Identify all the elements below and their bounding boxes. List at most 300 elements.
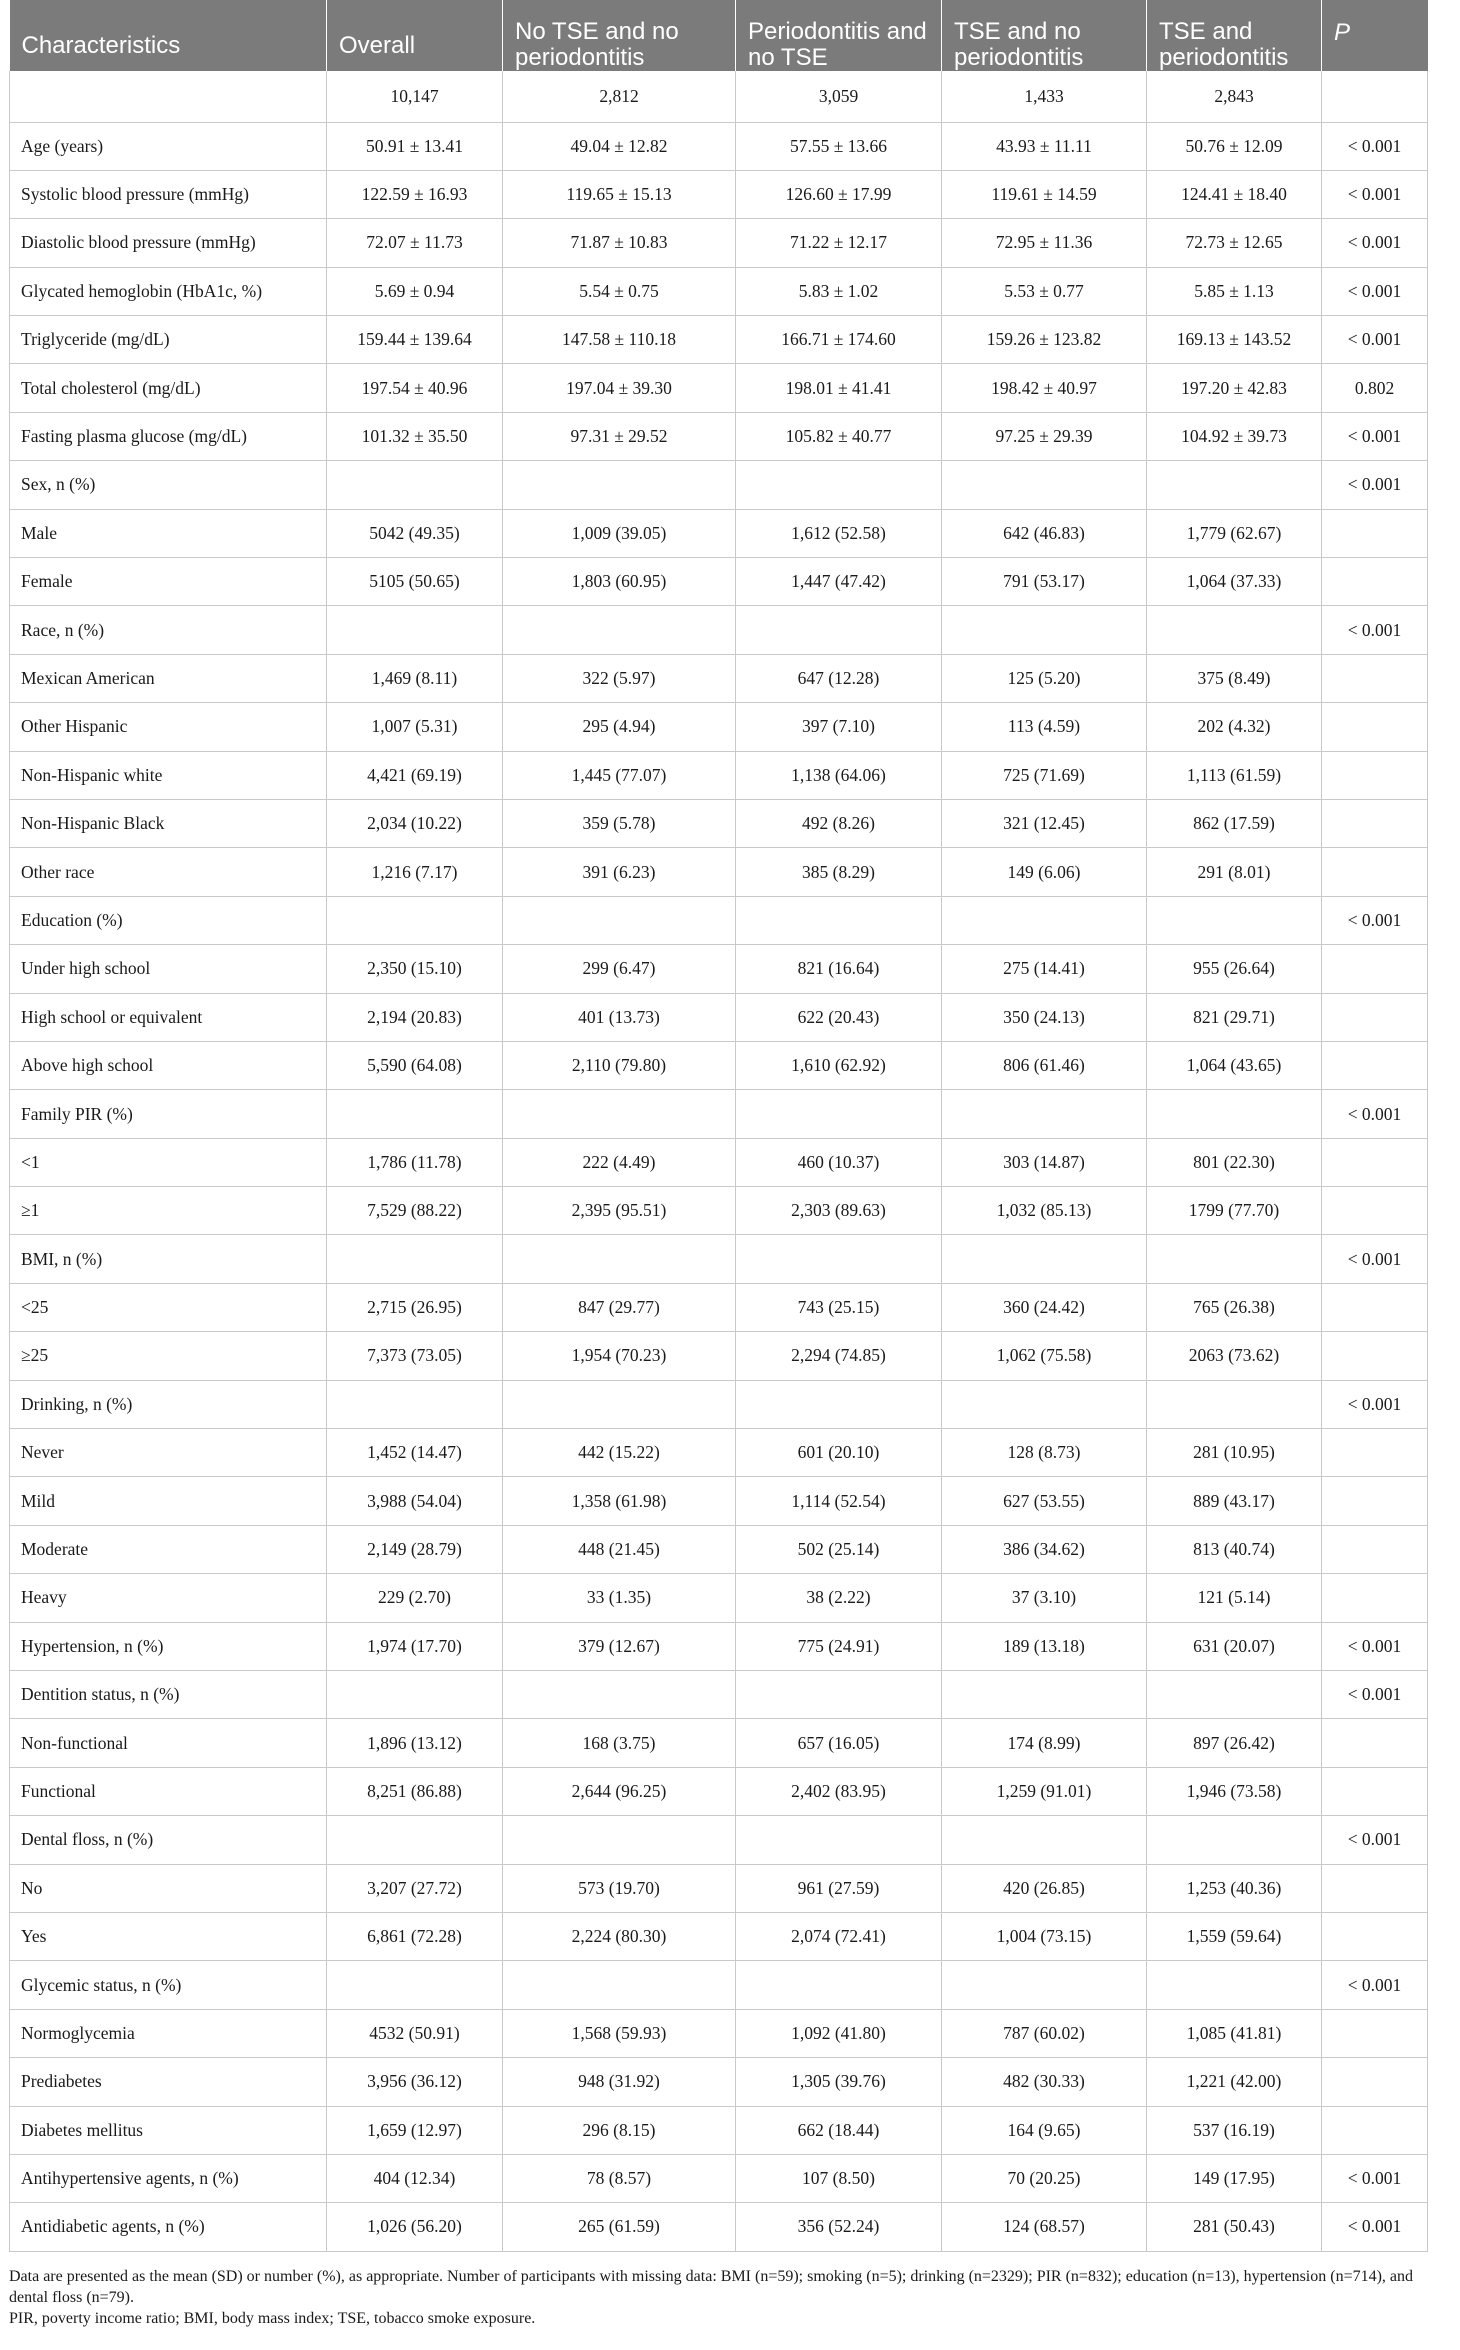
cell-tse-no-periodontitis: 125 (5.20) — [942, 654, 1147, 702]
cell-p-value: < 0.001 — [1322, 1380, 1428, 1428]
cell-overall — [327, 1090, 503, 1138]
cell-overall: 7,373 (73.05) — [327, 1332, 503, 1380]
cell-characteristic: Other race — [10, 848, 327, 896]
cell-no-tse-no-periodontitis: 222 (4.49) — [503, 1138, 736, 1186]
cell-p-value — [1322, 848, 1428, 896]
table-row — [10, 1138, 1428, 1186]
table-row — [10, 509, 1428, 557]
cell-no-tse-no-periodontitis: 2,395 (95.51) — [503, 1187, 736, 1235]
cell-no-tse-no-periodontitis: 265 (61.59) — [503, 2203, 736, 2251]
cell-periodontitis-no-tse: 3,059 — [736, 71, 942, 122]
cell-periodontitis-no-tse: 743 (25.15) — [736, 1283, 942, 1331]
cell-overall: 404 (12.34) — [327, 2154, 503, 2202]
cell-tse-no-periodontitis: 1,032 (85.13) — [942, 1187, 1147, 1235]
cell-tse-and-periodontitis — [1147, 1235, 1322, 1283]
cell-periodontitis-no-tse: 647 (12.28) — [736, 654, 942, 702]
cell-characteristic: Family PIR (%) — [10, 1090, 327, 1138]
cell-characteristic: <25 — [10, 1283, 327, 1331]
cell-no-tse-no-periodontitis: 168 (3.75) — [503, 1719, 736, 1767]
cell-overall: 101.32 ± 35.50 — [327, 412, 503, 460]
cell-characteristic: Glycated hemoglobin (HbA1c, %) — [10, 267, 327, 315]
table-row — [10, 170, 1428, 218]
cell-characteristic: Above high school — [10, 1041, 327, 1089]
cell-characteristic: Prediabetes — [10, 2058, 327, 2106]
cell-p-value: 0.802 — [1322, 364, 1428, 412]
cell-p-value — [1322, 654, 1428, 702]
cell-periodontitis-no-tse: 5.83 ± 1.02 — [736, 267, 942, 315]
cell-tse-and-periodontitis: 281 (50.43) — [1147, 2203, 1322, 2251]
cell-overall — [327, 1961, 503, 2009]
table-body — [10, 71, 1428, 2251]
cell-p-value: < 0.001 — [1322, 316, 1428, 364]
cell-no-tse-no-periodontitis: 71.87 ± 10.83 — [503, 219, 736, 267]
cell-overall: 4,421 (69.19) — [327, 751, 503, 799]
cell-no-tse-no-periodontitis: 379 (12.67) — [503, 1622, 736, 1670]
cell-p-value — [1322, 2058, 1428, 2106]
cell-p-value — [1322, 1912, 1428, 1960]
table-row — [10, 654, 1428, 702]
cell-p-value — [1322, 1332, 1428, 1380]
cell-characteristic: Mild — [10, 1477, 327, 1525]
table-footnote — [9, 2266, 1427, 2329]
cell-no-tse-no-periodontitis: 5.54 ± 0.75 — [503, 267, 736, 315]
cell-overall: 6,861 (72.28) — [327, 1912, 503, 1960]
cell-overall: 1,659 (12.97) — [327, 2106, 503, 2154]
cell-no-tse-no-periodontitis: 847 (29.77) — [503, 1283, 736, 1331]
table-row — [10, 1090, 1428, 1138]
header-tse-no-periodontitis: TSE and no periodontitis — [942, 0, 1147, 71]
cell-periodontitis-no-tse: 107 (8.50) — [736, 2154, 942, 2202]
footnote-missing-data: Data are presented as the mean (SD) or number (%), as appropriate. Number of participants with missing data: BMI (n=59); smoking (n=5); drinking (n=2329); PIR (n=832); education (n=13), hypertension (n=714), and dental floss (n=79). — [9, 2267, 1414, 2306]
table-row — [10, 993, 1428, 1041]
table-container — [9, 0, 1427, 2329]
cell-p-value: < 0.001 — [1322, 1235, 1428, 1283]
cell-tse-no-periodontitis: 303 (14.87) — [942, 1138, 1147, 1186]
cell-characteristic: Race, n (%) — [10, 606, 327, 654]
cell-tse-and-periodontitis: 2063 (73.62) — [1147, 1332, 1322, 1380]
cell-no-tse-no-periodontitis: 1,445 (77.07) — [503, 751, 736, 799]
table-row — [10, 1767, 1428, 1815]
cell-p-value — [1322, 558, 1428, 606]
cell-no-tse-no-periodontitis: 33 (1.35) — [503, 1574, 736, 1622]
cell-periodontitis-no-tse: 2,074 (72.41) — [736, 1912, 942, 1960]
cell-no-tse-no-periodontitis: 1,954 (70.23) — [503, 1332, 736, 1380]
cell-tse-no-periodontitis: 806 (61.46) — [942, 1041, 1147, 1089]
cell-periodontitis-no-tse: 2,294 (74.85) — [736, 1332, 942, 1380]
cell-periodontitis-no-tse: 1,114 (52.54) — [736, 1477, 942, 1525]
cell-no-tse-no-periodontitis: 299 (6.47) — [503, 945, 736, 993]
cell-p-value — [1322, 71, 1428, 122]
cell-p-value — [1322, 703, 1428, 751]
footnote-abbreviations: PIR, poverty income ratio; BMI, body mass index; TSE, tobacco smoke exposure. — [9, 2309, 536, 2327]
cell-no-tse-no-periodontitis — [503, 461, 736, 509]
cell-overall: 5.69 ± 0.94 — [327, 267, 503, 315]
cell-overall — [327, 461, 503, 509]
cell-no-tse-no-periodontitis — [503, 1961, 736, 2009]
cell-overall: 1,007 (5.31) — [327, 703, 503, 751]
cell-tse-no-periodontitis: 43.93 ± 11.11 — [942, 122, 1147, 170]
cell-p-value: < 0.001 — [1322, 606, 1428, 654]
cell-overall: 10,147 — [327, 71, 503, 122]
cell-characteristic: Diabetes mellitus — [10, 2106, 327, 2154]
cell-tse-no-periodontitis — [942, 606, 1147, 654]
cell-overall: 1,026 (56.20) — [327, 2203, 503, 2251]
cell-characteristic: ≥1 — [10, 1187, 327, 1235]
cell-tse-no-periodontitis: 642 (46.83) — [942, 509, 1147, 557]
cell-periodontitis-no-tse — [736, 1671, 942, 1719]
cell-p-value: < 0.001 — [1322, 1816, 1428, 1864]
cell-no-tse-no-periodontitis: 448 (21.45) — [503, 1525, 736, 1573]
cell-tse-and-periodontitis — [1147, 1380, 1322, 1428]
cell-periodontitis-no-tse: 385 (8.29) — [736, 848, 942, 896]
table-row — [10, 1041, 1428, 1089]
cell-no-tse-no-periodontitis: 147.58 ± 110.18 — [503, 316, 736, 364]
cell-characteristic: Total cholesterol (mg/dL) — [10, 364, 327, 412]
cell-overall: 1,974 (17.70) — [327, 1622, 503, 1670]
cell-periodontitis-no-tse: 492 (8.26) — [736, 799, 942, 847]
cell-tse-and-periodontitis: 813 (40.74) — [1147, 1525, 1322, 1573]
cell-p-value: < 0.001 — [1322, 896, 1428, 944]
cell-no-tse-no-periodontitis: 1,358 (61.98) — [503, 1477, 736, 1525]
cell-characteristic: Sex, n (%) — [10, 461, 327, 509]
cell-tse-and-periodontitis: 2,843 — [1147, 71, 1322, 122]
header-tse-and-periodontitis: TSE and periodontitis — [1147, 0, 1322, 71]
cell-tse-and-periodontitis: 124.41 ± 18.40 — [1147, 170, 1322, 218]
cell-tse-and-periodontitis: 1,085 (41.81) — [1147, 2009, 1322, 2057]
cell-p-value — [1322, 1041, 1428, 1089]
cell-p-value: < 0.001 — [1322, 219, 1428, 267]
characteristics-table — [9, 0, 1428, 2252]
cell-no-tse-no-periodontitis: 322 (5.97) — [503, 654, 736, 702]
cell-tse-and-periodontitis: 72.73 ± 12.65 — [1147, 219, 1322, 267]
cell-tse-no-periodontitis: 37 (3.10) — [942, 1574, 1147, 1622]
cell-no-tse-no-periodontitis: 1,803 (60.95) — [503, 558, 736, 606]
cell-tse-and-periodontitis: 765 (26.38) — [1147, 1283, 1322, 1331]
cell-characteristic: Moderate — [10, 1525, 327, 1573]
cell-overall: 2,715 (26.95) — [327, 1283, 503, 1331]
cell-characteristic: Dentition status, n (%) — [10, 1671, 327, 1719]
cell-periodontitis-no-tse: 57.55 ± 13.66 — [736, 122, 942, 170]
cell-tse-and-periodontitis: 375 (8.49) — [1147, 654, 1322, 702]
cell-overall: 3,956 (36.12) — [327, 2058, 503, 2106]
cell-tse-and-periodontitis: 1,064 (37.33) — [1147, 558, 1322, 606]
table-row — [10, 1671, 1428, 1719]
cell-tse-no-periodontitis: 128 (8.73) — [942, 1429, 1147, 1477]
cell-periodontitis-no-tse — [736, 461, 942, 509]
table-row — [10, 122, 1428, 170]
cell-characteristic: No — [10, 1864, 327, 1912]
cell-periodontitis-no-tse: 38 (2.22) — [736, 1574, 942, 1622]
cell-characteristic: Glycemic status, n (%) — [10, 1961, 327, 2009]
cell-overall — [327, 1816, 503, 1864]
cell-no-tse-no-periodontitis: 119.65 ± 15.13 — [503, 170, 736, 218]
cell-p-value — [1322, 1864, 1428, 1912]
cell-p-value — [1322, 945, 1428, 993]
cell-periodontitis-no-tse — [736, 1961, 942, 2009]
cell-tse-no-periodontitis: 159.26 ± 123.82 — [942, 316, 1147, 364]
cell-tse-no-periodontitis — [942, 1090, 1147, 1138]
cell-p-value — [1322, 2106, 1428, 2154]
cell-p-value — [1322, 1283, 1428, 1331]
cell-periodontitis-no-tse: 961 (27.59) — [736, 1864, 942, 1912]
header-p-value: P — [1322, 0, 1428, 71]
cell-characteristic: High school or equivalent — [10, 993, 327, 1041]
cell-characteristic: BMI, n (%) — [10, 1235, 327, 1283]
cell-p-value — [1322, 1767, 1428, 1815]
cell-p-value — [1322, 993, 1428, 1041]
table-row — [10, 558, 1428, 606]
cell-tse-and-periodontitis: 862 (17.59) — [1147, 799, 1322, 847]
cell-tse-no-periodontitis: 198.42 ± 40.97 — [942, 364, 1147, 412]
cell-periodontitis-no-tse: 1,092 (41.80) — [736, 2009, 942, 2057]
cell-no-tse-no-periodontitis: 197.04 ± 39.30 — [503, 364, 736, 412]
cell-periodontitis-no-tse: 166.71 ± 174.60 — [736, 316, 942, 364]
cell-tse-no-periodontitis: 189 (13.18) — [942, 1622, 1147, 1670]
cell-p-value — [1322, 509, 1428, 557]
cell-tse-no-periodontitis: 350 (24.13) — [942, 993, 1147, 1041]
header-characteristics: Characteristics — [10, 0, 327, 71]
table-row — [10, 364, 1428, 412]
cell-characteristic: Triglyceride (mg/dL) — [10, 316, 327, 364]
cell-tse-no-periodontitis — [942, 1671, 1147, 1719]
cell-p-value — [1322, 1525, 1428, 1573]
cell-characteristic: Under high school — [10, 945, 327, 993]
cell-overall: 1,216 (7.17) — [327, 848, 503, 896]
cell-characteristic: Female — [10, 558, 327, 606]
table-row — [10, 71, 1428, 122]
table-row — [10, 219, 1428, 267]
cell-characteristic: Diastolic blood pressure (mmHg) — [10, 219, 327, 267]
cell-characteristic: Age (years) — [10, 122, 327, 170]
cell-tse-no-periodontitis — [942, 1816, 1147, 1864]
table-row — [10, 2009, 1428, 2057]
table-row — [10, 945, 1428, 993]
cell-tse-and-periodontitis: 955 (26.64) — [1147, 945, 1322, 993]
cell-tse-and-periodontitis: 1,064 (43.65) — [1147, 1041, 1322, 1089]
cell-tse-and-periodontitis: 1,559 (59.64) — [1147, 1912, 1322, 1960]
cell-tse-no-periodontitis: 174 (8.99) — [942, 1719, 1147, 1767]
cell-tse-no-periodontitis: 97.25 ± 29.39 — [942, 412, 1147, 460]
cell-p-value: < 0.001 — [1322, 1671, 1428, 1719]
cell-no-tse-no-periodontitis: 49.04 ± 12.82 — [503, 122, 736, 170]
table-row — [10, 1912, 1428, 1960]
cell-tse-no-periodontitis — [942, 896, 1147, 944]
cell-overall: 229 (2.70) — [327, 1574, 503, 1622]
cell-tse-no-periodontitis: 787 (60.02) — [942, 2009, 1147, 2057]
cell-tse-and-periodontitis: 169.13 ± 143.52 — [1147, 316, 1322, 364]
cell-no-tse-no-periodontitis: 78 (8.57) — [503, 2154, 736, 2202]
cell-tse-and-periodontitis: 537 (16.19) — [1147, 2106, 1322, 2154]
cell-tse-and-periodontitis: 801 (22.30) — [1147, 1138, 1322, 1186]
cell-periodontitis-no-tse: 356 (52.24) — [736, 2203, 942, 2251]
cell-tse-no-periodontitis: 791 (53.17) — [942, 558, 1147, 606]
cell-tse-no-periodontitis: 275 (14.41) — [942, 945, 1147, 993]
cell-no-tse-no-periodontitis: 442 (15.22) — [503, 1429, 736, 1477]
cell-overall: 72.07 ± 11.73 — [327, 219, 503, 267]
cell-periodontitis-no-tse — [736, 1235, 942, 1283]
cell-periodontitis-no-tse: 601 (20.10) — [736, 1429, 942, 1477]
cell-periodontitis-no-tse — [736, 1816, 942, 1864]
cell-overall — [327, 1671, 503, 1719]
cell-tse-no-periodontitis — [942, 1235, 1147, 1283]
cell-p-value: < 0.001 — [1322, 170, 1428, 218]
cell-no-tse-no-periodontitis: 573 (19.70) — [503, 1864, 736, 1912]
cell-periodontitis-no-tse: 198.01 ± 41.41 — [736, 364, 942, 412]
cell-p-value — [1322, 1477, 1428, 1525]
cell-overall: 122.59 ± 16.93 — [327, 170, 503, 218]
cell-no-tse-no-periodontitis: 2,224 (80.30) — [503, 1912, 736, 1960]
cell-tse-no-periodontitis: 725 (71.69) — [942, 751, 1147, 799]
cell-tse-and-periodontitis: 631 (20.07) — [1147, 1622, 1322, 1670]
table-row — [10, 751, 1428, 799]
cell-p-value: < 0.001 — [1322, 1622, 1428, 1670]
cell-periodontitis-no-tse — [736, 1380, 942, 1428]
table-row — [10, 316, 1428, 364]
cell-tse-no-periodontitis — [942, 461, 1147, 509]
cell-no-tse-no-periodontitis: 1,568 (59.93) — [503, 2009, 736, 2057]
table-row — [10, 1719, 1428, 1767]
table-row — [10, 1187, 1428, 1235]
cell-characteristic: Other Hispanic — [10, 703, 327, 751]
cell-tse-no-periodontitis — [942, 1961, 1147, 2009]
cell-tse-no-periodontitis: 1,004 (73.15) — [942, 1912, 1147, 1960]
cell-overall: 8,251 (86.88) — [327, 1767, 503, 1815]
cell-no-tse-no-periodontitis: 97.31 ± 29.52 — [503, 412, 736, 460]
cell-p-value — [1322, 2009, 1428, 2057]
cell-tse-no-periodontitis: 119.61 ± 14.59 — [942, 170, 1147, 218]
cell-periodontitis-no-tse: 662 (18.44) — [736, 2106, 942, 2154]
cell-periodontitis-no-tse — [736, 606, 942, 654]
cell-overall: 2,194 (20.83) — [327, 993, 503, 1041]
cell-tse-and-periodontitis: 1,113 (61.59) — [1147, 751, 1322, 799]
cell-characteristic: Normoglycemia — [10, 2009, 327, 2057]
cell-characteristic: Male — [10, 509, 327, 557]
cell-tse-and-periodontitis: 281 (10.95) — [1147, 1429, 1322, 1477]
cell-characteristic: Non-functional — [10, 1719, 327, 1767]
cell-p-value — [1322, 1574, 1428, 1622]
header-no-tse-no-periodontitis: No TSE and no periodontitis — [503, 0, 736, 71]
cell-no-tse-no-periodontitis — [503, 606, 736, 654]
table-row — [10, 1525, 1428, 1573]
cell-overall: 197.54 ± 40.96 — [327, 364, 503, 412]
cell-p-value: < 0.001 — [1322, 1961, 1428, 2009]
table-row — [10, 412, 1428, 460]
cell-periodontitis-no-tse: 622 (20.43) — [736, 993, 942, 1041]
cell-tse-and-periodontitis: 1,221 (42.00) — [1147, 2058, 1322, 2106]
cell-no-tse-no-periodontitis: 401 (13.73) — [503, 993, 736, 1041]
cell-periodontitis-no-tse: 657 (16.05) — [736, 1719, 942, 1767]
table-row — [10, 703, 1428, 751]
table-header — [10, 0, 1428, 71]
cell-p-value — [1322, 1138, 1428, 1186]
cell-tse-and-periodontitis: 1,779 (62.67) — [1147, 509, 1322, 557]
cell-p-value — [1322, 799, 1428, 847]
cell-no-tse-no-periodontitis — [503, 1816, 736, 1864]
cell-tse-and-periodontitis: 291 (8.01) — [1147, 848, 1322, 896]
cell-overall: 3,207 (27.72) — [327, 1864, 503, 1912]
cell-periodontitis-no-tse — [736, 896, 942, 944]
cell-overall — [327, 1380, 503, 1428]
header-overall: Overall — [327, 0, 503, 71]
cell-no-tse-no-periodontitis — [503, 1235, 736, 1283]
cell-characteristic: Education (%) — [10, 896, 327, 944]
cell-periodontitis-no-tse: 460 (10.37) — [736, 1138, 942, 1186]
cell-tse-and-periodontitis: 897 (26.42) — [1147, 1719, 1322, 1767]
cell-no-tse-no-periodontitis — [503, 1380, 736, 1428]
header-periodontitis-no-tse: Periodontitis and no TSE — [736, 0, 942, 71]
cell-overall: 2,350 (15.10) — [327, 945, 503, 993]
cell-no-tse-no-periodontitis — [503, 896, 736, 944]
cell-overall: 1,786 (11.78) — [327, 1138, 503, 1186]
cell-tse-no-periodontitis: 1,062 (75.58) — [942, 1332, 1147, 1380]
cell-characteristic: Antidiabetic agents, n (%) — [10, 2203, 327, 2251]
cell-overall — [327, 896, 503, 944]
cell-overall: 7,529 (88.22) — [327, 1187, 503, 1235]
cell-tse-no-periodontitis: 420 (26.85) — [942, 1864, 1147, 1912]
table-row — [10, 2106, 1428, 2154]
table-row — [10, 2058, 1428, 2106]
table-row — [10, 799, 1428, 847]
cell-overall: 1,452 (14.47) — [327, 1429, 503, 1477]
cell-tse-and-periodontitis — [1147, 1816, 1322, 1864]
cell-overall: 2,149 (28.79) — [327, 1525, 503, 1573]
cell-no-tse-no-periodontitis: 296 (8.15) — [503, 2106, 736, 2154]
table-row — [10, 1816, 1428, 1864]
cell-tse-no-periodontitis: 1,433 — [942, 71, 1147, 122]
cell-characteristic — [10, 71, 327, 122]
cell-p-value: < 0.001 — [1322, 461, 1428, 509]
table-row — [10, 1235, 1428, 1283]
cell-periodontitis-no-tse: 71.22 ± 12.17 — [736, 219, 942, 267]
cell-tse-and-periodontitis: 1,253 (40.36) — [1147, 1864, 1322, 1912]
cell-characteristic: <1 — [10, 1138, 327, 1186]
table-row — [10, 1864, 1428, 1912]
cell-characteristic: Non-Hispanic white — [10, 751, 327, 799]
cell-periodontitis-no-tse: 126.60 ± 17.99 — [736, 170, 942, 218]
cell-characteristic: Functional — [10, 1767, 327, 1815]
cell-characteristic: Yes — [10, 1912, 327, 1960]
cell-characteristic: Never — [10, 1429, 327, 1477]
cell-p-value — [1322, 1187, 1428, 1235]
cell-overall: 2,034 (10.22) — [327, 799, 503, 847]
cell-tse-and-periodontitis — [1147, 1671, 1322, 1719]
table-row — [10, 848, 1428, 896]
cell-p-value: < 0.001 — [1322, 2154, 1428, 2202]
cell-no-tse-no-periodontitis — [503, 1671, 736, 1719]
cell-tse-no-periodontitis: 627 (53.55) — [942, 1477, 1147, 1525]
cell-tse-no-periodontitis: 72.95 ± 11.36 — [942, 219, 1147, 267]
cell-tse-no-periodontitis — [942, 1380, 1147, 1428]
cell-periodontitis-no-tse: 2,402 (83.95) — [736, 1767, 942, 1815]
cell-periodontitis-no-tse: 821 (16.64) — [736, 945, 942, 993]
cell-overall: 1,896 (13.12) — [327, 1719, 503, 1767]
cell-tse-no-periodontitis: 386 (34.62) — [942, 1525, 1147, 1573]
cell-p-value — [1322, 1429, 1428, 1477]
table-row — [10, 2154, 1428, 2202]
cell-tse-and-periodontitis: 889 (43.17) — [1147, 1477, 1322, 1525]
cell-periodontitis-no-tse: 1,138 (64.06) — [736, 751, 942, 799]
table-row — [10, 1574, 1428, 1622]
cell-periodontitis-no-tse: 775 (24.91) — [736, 1622, 942, 1670]
cell-no-tse-no-periodontitis — [503, 1090, 736, 1138]
table-row — [10, 896, 1428, 944]
cell-periodontitis-no-tse: 105.82 ± 40.77 — [736, 412, 942, 460]
cell-characteristic: ≥25 — [10, 1332, 327, 1380]
cell-periodontitis-no-tse: 2,303 (89.63) — [736, 1187, 942, 1235]
header-row — [10, 0, 1428, 71]
cell-tse-and-periodontitis — [1147, 606, 1322, 654]
cell-no-tse-no-periodontitis: 2,110 (79.80) — [503, 1041, 736, 1089]
